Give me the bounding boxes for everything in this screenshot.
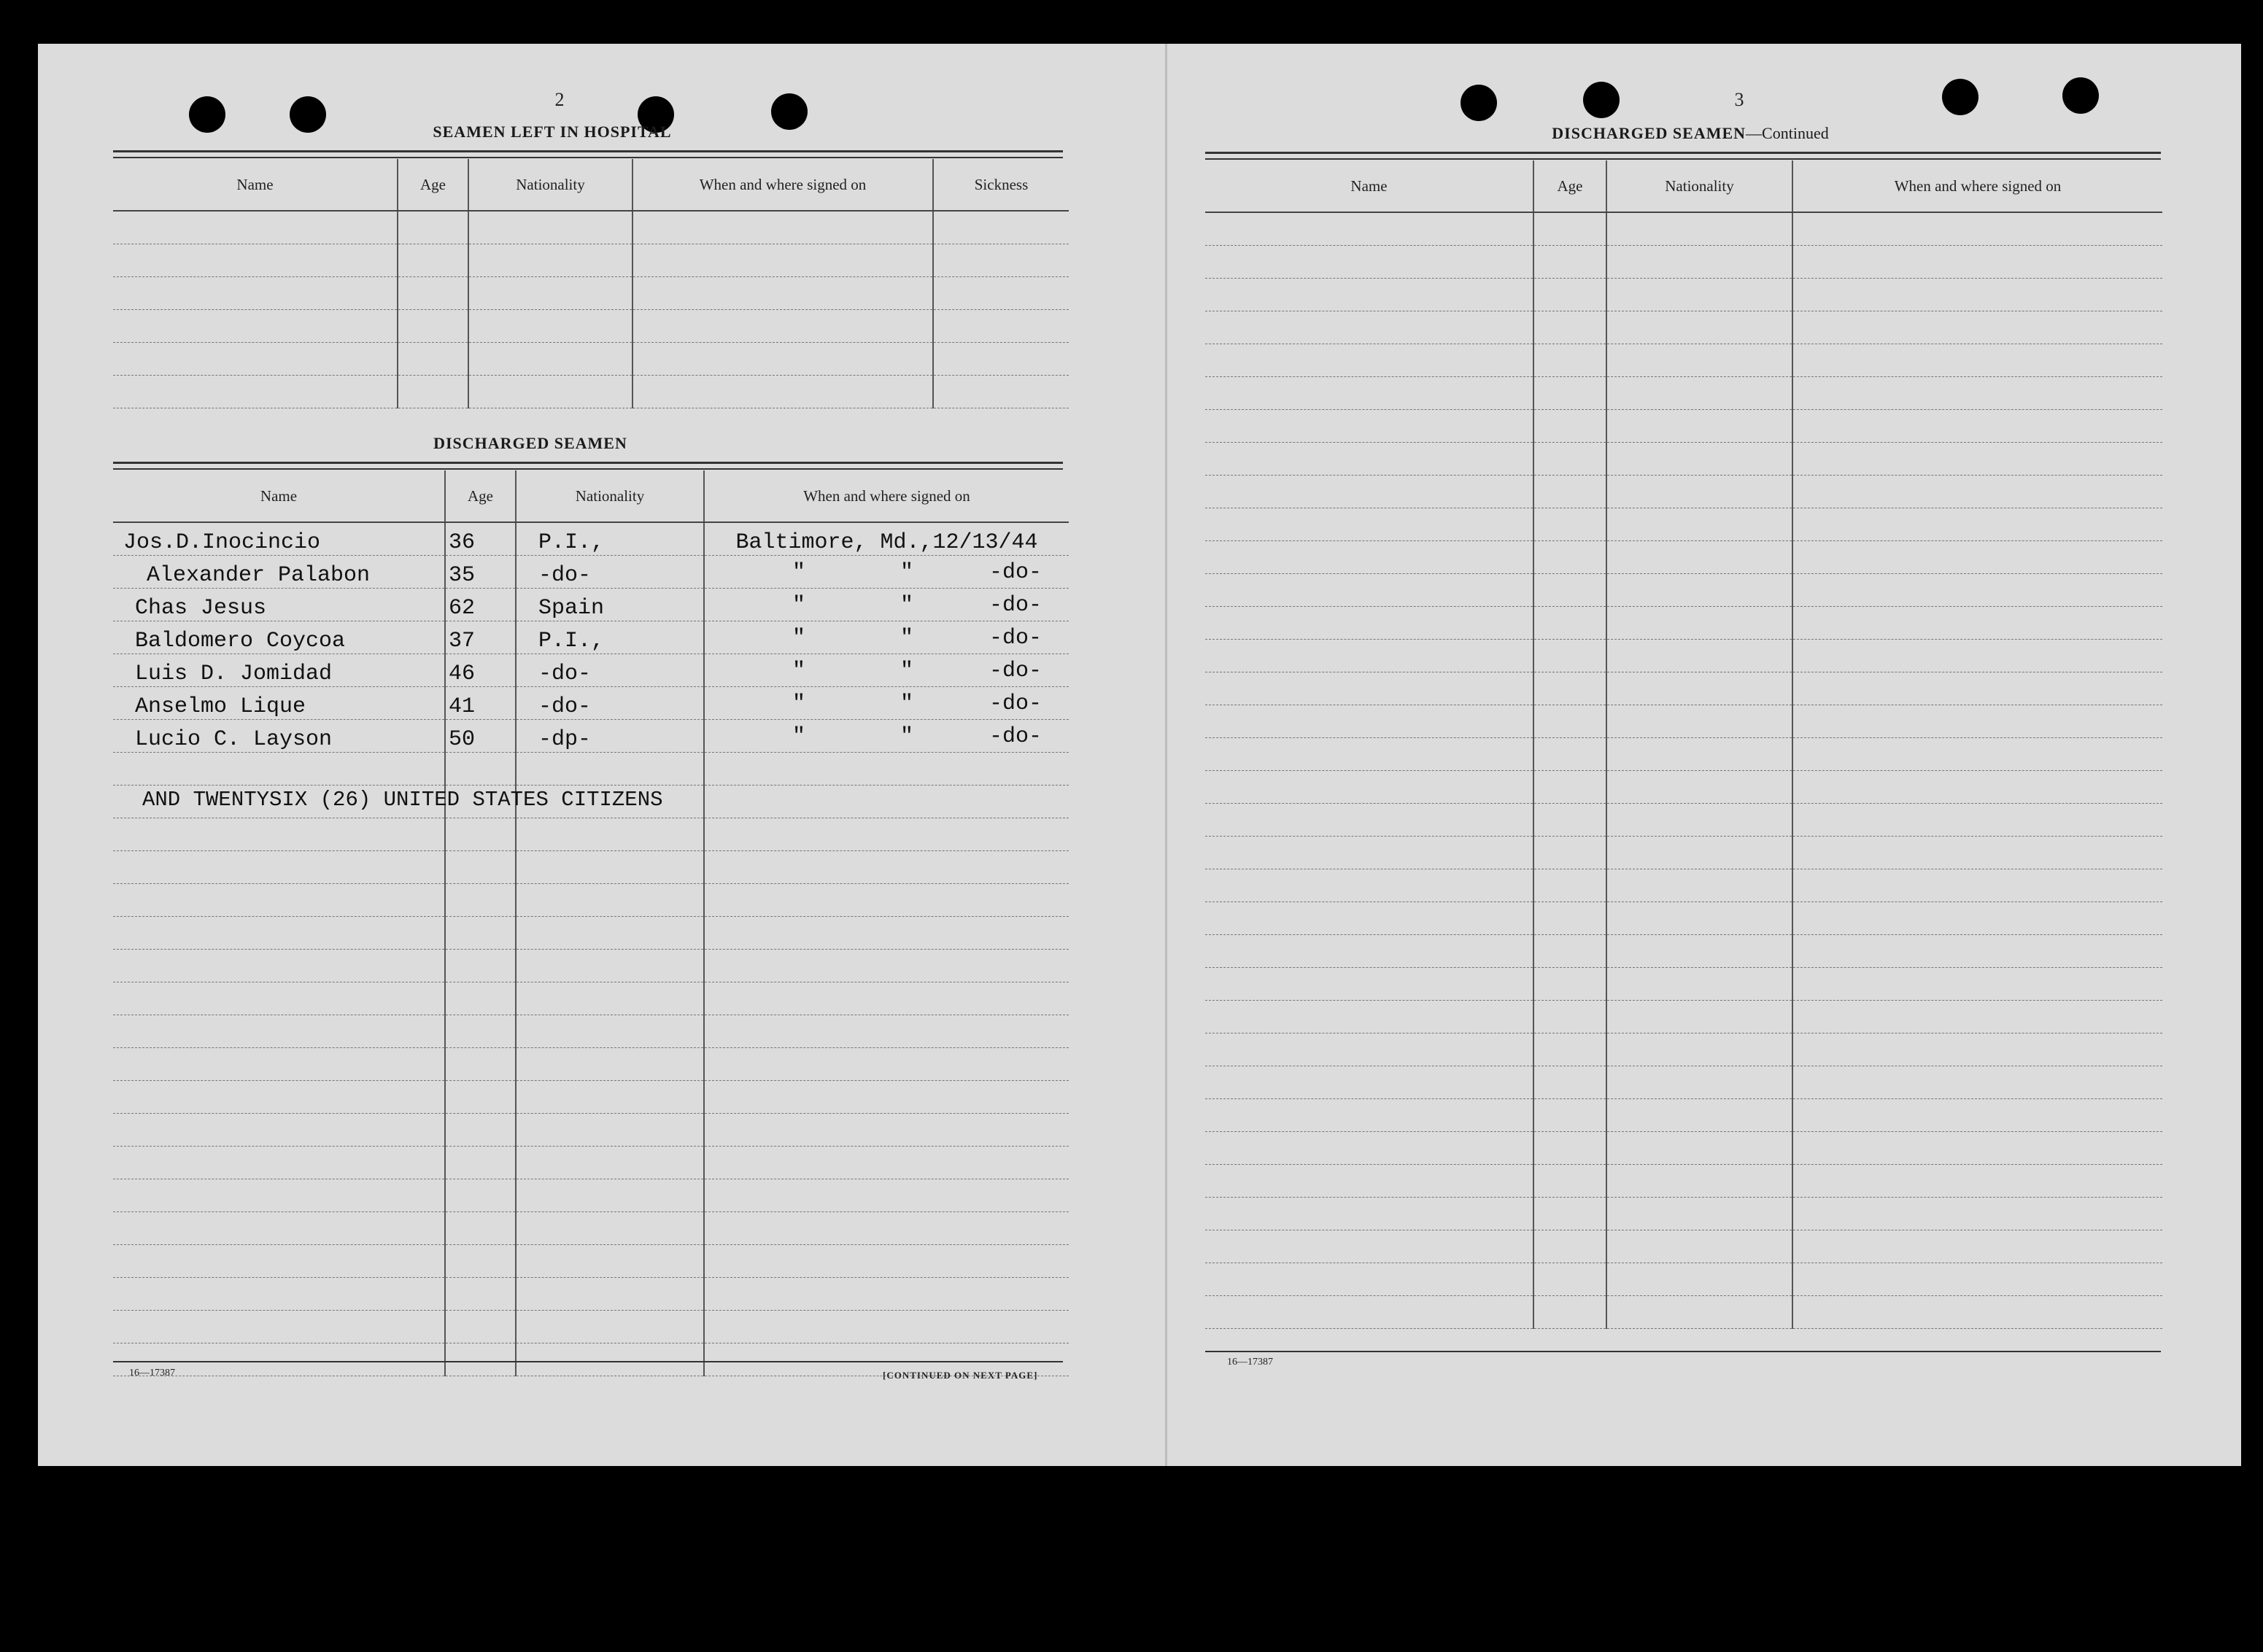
table-row bbox=[1205, 1198, 2162, 1230]
table-row bbox=[113, 343, 1069, 376]
table-row bbox=[113, 950, 1069, 982]
page-number: 2 bbox=[554, 89, 565, 110]
seaman-name: Jos.D.Inocincio bbox=[113, 522, 445, 556]
ditto-mark: " bbox=[792, 626, 806, 651]
bottom-rule bbox=[1205, 1351, 2161, 1352]
table-row bbox=[1205, 837, 2162, 869]
seaman-nationality: P.I., bbox=[516, 621, 704, 654]
table-row bbox=[113, 244, 1069, 277]
seaman-nationality: -do- bbox=[516, 687, 704, 720]
section-rule bbox=[113, 150, 1063, 158]
table-row bbox=[113, 556, 1069, 589]
ditto-mark: " bbox=[792, 724, 806, 749]
table-row bbox=[113, 1311, 1069, 1343]
table-row bbox=[1205, 410, 2162, 443]
seaman-name: Luis D. Jomidad bbox=[113, 654, 445, 687]
page-fold bbox=[1165, 44, 1167, 1466]
column-header-name: Name bbox=[113, 470, 445, 522]
table-row bbox=[1205, 311, 2162, 344]
table-row bbox=[113, 589, 1069, 621]
form-number: 16—17387 bbox=[1227, 1357, 1273, 1368]
ditto-mark: " bbox=[900, 560, 914, 585]
column-header-nationality: Nationality bbox=[516, 470, 704, 522]
table-row bbox=[1205, 672, 2162, 705]
seaman-signed-on bbox=[704, 720, 1069, 753]
seaman-age: 41 bbox=[445, 687, 516, 720]
table-row bbox=[113, 917, 1069, 950]
punch-hole bbox=[2062, 77, 2099, 114]
seaman-age: 37 bbox=[445, 621, 516, 654]
ditto-mark: " bbox=[792, 593, 806, 618]
hospital-section-title: SEAMEN LEFT IN HOSPITAL bbox=[433, 123, 672, 141]
seaman-signed-on bbox=[704, 589, 1069, 621]
table-row bbox=[113, 982, 1069, 1015]
ditto-mark: " bbox=[900, 593, 914, 618]
bottom-rule bbox=[113, 1361, 1063, 1362]
table-row bbox=[113, 621, 1069, 654]
table-row bbox=[1205, 804, 2162, 837]
table-row bbox=[113, 376, 1069, 408]
table-row bbox=[113, 1179, 1069, 1212]
table-row bbox=[1205, 1034, 2162, 1066]
ledger-sheet bbox=[38, 44, 2241, 1466]
ditto-mark: " bbox=[792, 691, 806, 716]
table-row bbox=[1205, 1165, 2162, 1198]
ditto-text: -do- bbox=[989, 691, 1042, 716]
punch-hole bbox=[771, 93, 808, 130]
table-row bbox=[1205, 508, 2162, 541]
punch-hole bbox=[1942, 79, 1978, 115]
table-row bbox=[113, 884, 1069, 917]
column-header-nationality: Nationality bbox=[1606, 160, 1792, 212]
seaman-signed-on bbox=[704, 621, 1069, 654]
column-header-name: Name bbox=[1205, 160, 1533, 212]
title-main: DISCHARGED SEAMEN bbox=[1552, 124, 1746, 142]
table-row bbox=[1205, 574, 2162, 607]
seaman-nationality: Spain bbox=[516, 589, 704, 621]
table-row bbox=[113, 720, 1069, 753]
title-continued: —Continued bbox=[1746, 124, 1829, 142]
table-row bbox=[113, 818, 1069, 851]
column-header-signed-on: When and where signed on bbox=[704, 470, 1069, 522]
ditto-mark: " bbox=[900, 659, 914, 683]
ditto-text: -do- bbox=[989, 593, 1042, 618]
seaman-age: 35 bbox=[445, 556, 516, 589]
column-header-name: Name bbox=[113, 159, 398, 211]
table-row bbox=[113, 654, 1069, 687]
ditto-text: -do- bbox=[989, 724, 1042, 749]
table-row bbox=[1205, 1099, 2162, 1132]
table-row bbox=[1205, 1066, 2162, 1099]
seaman-age: 46 bbox=[445, 654, 516, 687]
ditto-mark: " bbox=[900, 724, 914, 749]
table-row bbox=[1205, 968, 2162, 1001]
continued-note: [CONTINUED ON NEXT PAGE] bbox=[883, 1370, 1038, 1381]
ditto-mark: " bbox=[900, 691, 914, 716]
seaman-name: Alexander Palabon bbox=[113, 556, 445, 589]
ditto-text: -do- bbox=[989, 659, 1042, 683]
column-header-sickness: Sickness bbox=[933, 159, 1069, 211]
ditto-text: -do- bbox=[989, 626, 1042, 651]
seaman-age: 50 bbox=[445, 720, 516, 753]
table-row bbox=[1205, 212, 2162, 246]
column-header-nationality: Nationality bbox=[468, 159, 633, 211]
right-page bbox=[1205, 44, 2205, 1466]
seaman-nationality: P.I., bbox=[516, 522, 704, 556]
ditto-mark: " bbox=[900, 626, 914, 651]
table-row bbox=[113, 1212, 1069, 1245]
table-row bbox=[1205, 476, 2162, 508]
table-row bbox=[1205, 246, 2162, 279]
table-row bbox=[1205, 1296, 2162, 1329]
seaman-name: Anselmo Lique bbox=[113, 687, 445, 720]
table-row bbox=[1205, 443, 2162, 476]
punch-hole bbox=[189, 96, 225, 133]
column-header-signed-on: When and where signed on bbox=[1792, 160, 2162, 212]
table-row bbox=[113, 1147, 1069, 1179]
table-row bbox=[113, 1114, 1069, 1147]
seaman-age: 36 bbox=[445, 522, 516, 556]
table-row bbox=[1205, 344, 2162, 377]
table-row bbox=[1205, 377, 2162, 410]
hospital-table bbox=[113, 159, 1069, 408]
column-header-age: Age bbox=[1533, 160, 1606, 212]
page-number: 3 bbox=[1734, 89, 1744, 110]
table-row bbox=[113, 1048, 1069, 1081]
ditto-mark: " bbox=[792, 659, 806, 683]
left-page bbox=[107, 44, 1107, 1466]
form-number: 16—17387 bbox=[129, 1368, 175, 1378]
table-row bbox=[113, 211, 1069, 244]
seaman-nationality: -do- bbox=[516, 654, 704, 687]
table-row bbox=[113, 753, 1069, 786]
punch-hole bbox=[290, 96, 326, 133]
citizens-note: AND TWENTYSIX (26) UNITED STATES CITIZENS bbox=[142, 788, 663, 812]
table-row bbox=[1205, 607, 2162, 640]
discharged-table bbox=[113, 470, 1069, 1376]
table-row bbox=[113, 310, 1069, 343]
seaman-signed-on bbox=[704, 556, 1069, 589]
table-row bbox=[1205, 869, 2162, 902]
column-header-age: Age bbox=[398, 159, 468, 211]
seaman-signed-on bbox=[704, 654, 1069, 687]
seaman-name: Baldomero Coycoa bbox=[113, 621, 445, 654]
table-row bbox=[1205, 771, 2162, 804]
table-row bbox=[113, 1015, 1069, 1048]
seaman-nationality: -do- bbox=[516, 556, 704, 589]
table-row bbox=[1205, 935, 2162, 968]
discharged-continued-table bbox=[1205, 160, 2162, 1329]
table-row bbox=[1205, 1230, 2162, 1263]
table-row bbox=[113, 1278, 1069, 1311]
table-row bbox=[1205, 738, 2162, 771]
table-row bbox=[113, 1081, 1069, 1114]
column-header-age: Age bbox=[445, 470, 516, 522]
column-header-signed-on: When and where signed on bbox=[633, 159, 933, 211]
table-row bbox=[1205, 640, 2162, 672]
punch-hole bbox=[1461, 85, 1497, 121]
seaman-nationality: -dp- bbox=[516, 720, 704, 753]
seaman-name: Chas Jesus bbox=[113, 589, 445, 621]
table-row bbox=[1205, 902, 2162, 935]
seaman-name: Lucio C. Layson bbox=[113, 720, 445, 753]
table-row bbox=[113, 522, 1069, 556]
table-row bbox=[1205, 541, 2162, 574]
ditto-text: -do- bbox=[989, 560, 1042, 585]
seaman-age: 62 bbox=[445, 589, 516, 621]
table-row bbox=[1205, 279, 2162, 311]
table-row bbox=[1205, 1132, 2162, 1165]
section-rule bbox=[113, 462, 1063, 470]
discharged-continued-title bbox=[1533, 124, 1847, 143]
ditto-mark: " bbox=[792, 560, 806, 585]
table-row bbox=[113, 277, 1069, 310]
table-row bbox=[113, 851, 1069, 884]
section-rule bbox=[1205, 152, 2161, 160]
table-row bbox=[1205, 1263, 2162, 1296]
table-row bbox=[1205, 705, 2162, 738]
discharged-section-title: DISCHARGED SEAMEN bbox=[433, 434, 627, 452]
table-row bbox=[113, 687, 1069, 720]
punch-hole bbox=[1583, 82, 1620, 118]
seaman-signed-on bbox=[704, 687, 1069, 720]
table-row bbox=[1205, 1001, 2162, 1034]
seaman-signed-on: Baltimore, Md.,12/13/44 bbox=[704, 522, 1069, 556]
table-row bbox=[113, 1245, 1069, 1278]
